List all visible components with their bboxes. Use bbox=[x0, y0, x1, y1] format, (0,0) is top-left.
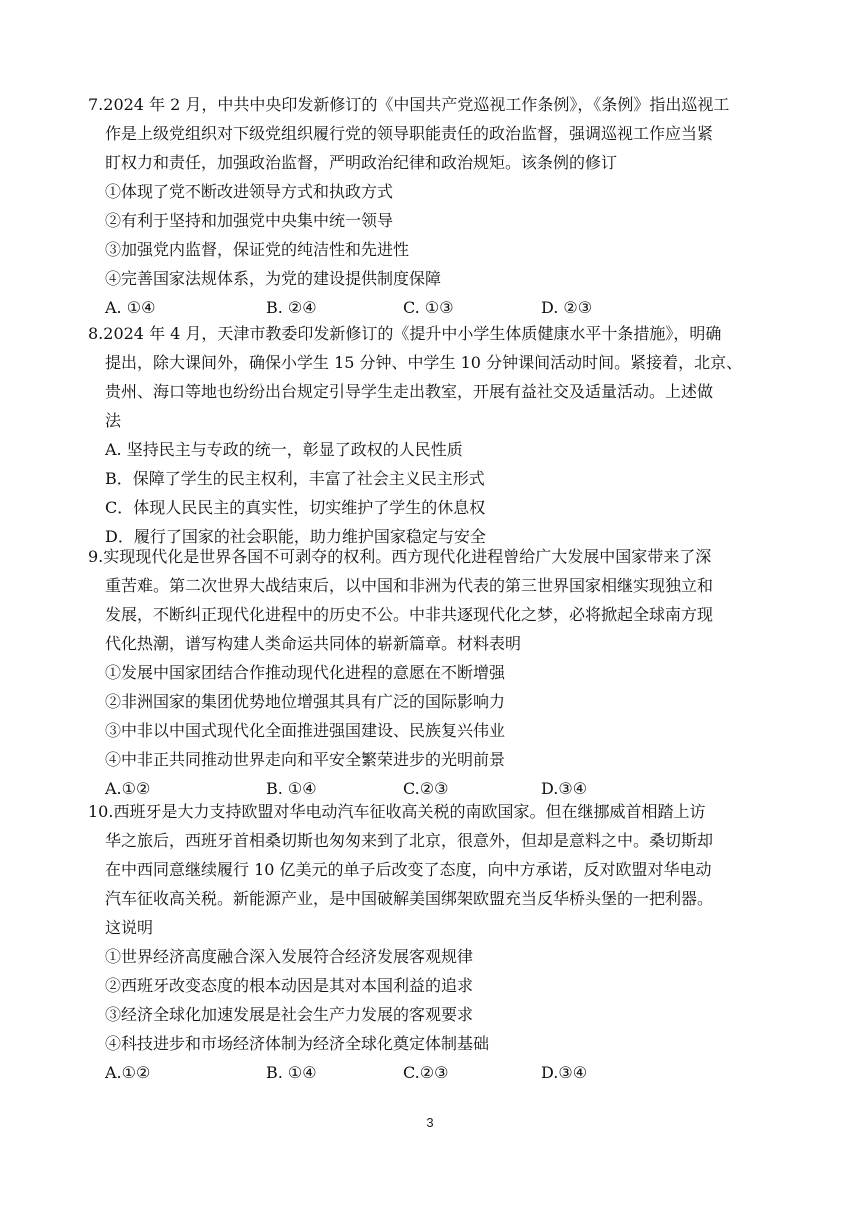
question-stem-line: 华之旅后，西班牙首相桑切斯也匆匆来到了北京，很意外，但却是意料之中。桑切斯却 bbox=[105, 831, 714, 850]
choice-d: D.③④ bbox=[541, 1063, 588, 1082]
question-7 bbox=[88, 90, 778, 322]
question-stem-line: 8.2024 年 4 月，天津市教委印发新修订的《提升中小学生体质健康水平十条措施》，明确 bbox=[88, 324, 722, 343]
answer-option-d: D．履行了国家的社会职能，助力维护国家稳定与安全 bbox=[105, 527, 486, 546]
statement-option: ④完善国家法规体系，为党的建设提供制度保障 bbox=[105, 269, 442, 288]
question-stem-line: 在中西同意继续履行 10 亿美元的单子后改变了态度，向中方承诺，反对欧盟对华电动 bbox=[105, 860, 712, 879]
statement-option: ①体现了党不断改进领导方式和执政方式 bbox=[105, 182, 394, 201]
choice-d: D. ②③ bbox=[541, 298, 593, 317]
statement-option: ③加强党内监督，保证党的纯洁性和先进性 bbox=[105, 240, 410, 259]
question-stem-line: 汽车征收高关税。新能源产业，是中国破解美国绑架欧盟充当反华桥头堡的一把利器。 bbox=[105, 889, 714, 908]
choice-b: B. ②④ bbox=[266, 298, 317, 317]
answer-option-b: B．保障了学生的民主权利，丰富了社会主义民主形式 bbox=[105, 469, 485, 488]
question-stem-line: 提出，除大课间外，确保小学生 15 分钟、中学生 10 分钟课间活动时间。紧接着，北京、 bbox=[105, 353, 743, 372]
choice-a: A. ①④ bbox=[105, 298, 156, 317]
page-number: 3 bbox=[426, 1115, 434, 1130]
question-stem-line: 发展，不断纠正现代化进程中的历史不公。中非共逐现代化之梦，必将掀起全球南方现 bbox=[105, 605, 714, 624]
question-stem-line: 贵州、海口等地也纷纷出台规定引导学生走出教室，开展有益社交及适量活动。上述做 bbox=[105, 382, 714, 401]
choice-c: C. ①③ bbox=[403, 298, 454, 317]
choice-b: B. ①④ bbox=[266, 1063, 317, 1082]
answer-choices bbox=[88, 1058, 778, 1087]
answer-choices bbox=[88, 293, 778, 322]
question-stem-line: 7.2024 年 2 月，中共中央印发新修订的《中国共产党巡视工作条例》，《条例》指出巡视工 bbox=[88, 95, 730, 114]
question-stem-line: 9.实现现代化是世界各国不可剥夺的权利。西方现代化进程曾给广大发展中国家带来了深 bbox=[88, 547, 712, 566]
choice-d: D.③④ bbox=[541, 779, 588, 798]
question-9 bbox=[88, 542, 778, 803]
statement-option: ②西班牙改变态度的根本动因是其对本国利益的追求 bbox=[105, 976, 474, 995]
question-stem-line: 作是上级党组织对下级党组织履行党的领导职能责任的政治监督，强调巡视工作应当紧 bbox=[105, 124, 714, 143]
question-stem-line: 代化热潮，谱写构建人类命运共同体的崭新篇章。材料表明 bbox=[105, 634, 522, 653]
question-stem-line: 这说明 bbox=[105, 918, 154, 937]
choice-a: A.①② bbox=[105, 1063, 151, 1082]
statement-option: ④科技进步和市场经济体制为经济全球化奠定体制基础 bbox=[105, 1034, 490, 1053]
answer-option-a: A. 坚持民主与专政的统一，彰显了政权的人民性质 bbox=[105, 440, 463, 459]
question-10 bbox=[88, 797, 778, 1087]
statement-option: ④中非正共同推动世界走向和平安全繁荣进步的光明前景 bbox=[105, 750, 506, 769]
statement-option: ②有利于坚持和加强党中央集中统一领导 bbox=[105, 211, 394, 230]
question-stem-line: 盯权力和责任，加强政治监督，严明政治纪律和政治规矩。该条例的修订 bbox=[105, 153, 618, 172]
choice-c: C.②③ bbox=[403, 1063, 449, 1082]
statement-option: ③经济全球化加速发展是社会生产力发展的客观要求 bbox=[105, 1005, 474, 1024]
statement-option: ①发展中国家团结合作推动现代化进程的意愿在不断增强 bbox=[105, 663, 506, 682]
answer-option-c: C．体现人民民主的真实性，切实维护了学生的休息权 bbox=[105, 498, 486, 517]
statement-option: ③中非以中国式现代化全面推进强国建设、民族复兴伟业 bbox=[105, 721, 506, 740]
choice-b: B. ①④ bbox=[266, 779, 317, 798]
choice-c: C.②③ bbox=[403, 779, 449, 798]
statement-option: ②非洲国家的集团优势地位增强其具有广泛的国际影响力 bbox=[105, 692, 506, 711]
question-8 bbox=[88, 319, 778, 551]
choice-a: A.①② bbox=[105, 779, 151, 798]
statement-option: ①世界经济高度融合深入发展符合经济发展客观规律 bbox=[105, 947, 474, 966]
question-stem-line: 10.西班牙是大力支持欧盟对华电动汽车征收高关税的南欧国家。但在继挪威首相踏上访 bbox=[88, 802, 706, 821]
question-stem-line: 法 bbox=[105, 411, 122, 430]
question-stem-line: 重苦难。第二次世界大战结束后，以中国和非洲为代表的第三世界国家相继实现独立和 bbox=[105, 576, 714, 595]
